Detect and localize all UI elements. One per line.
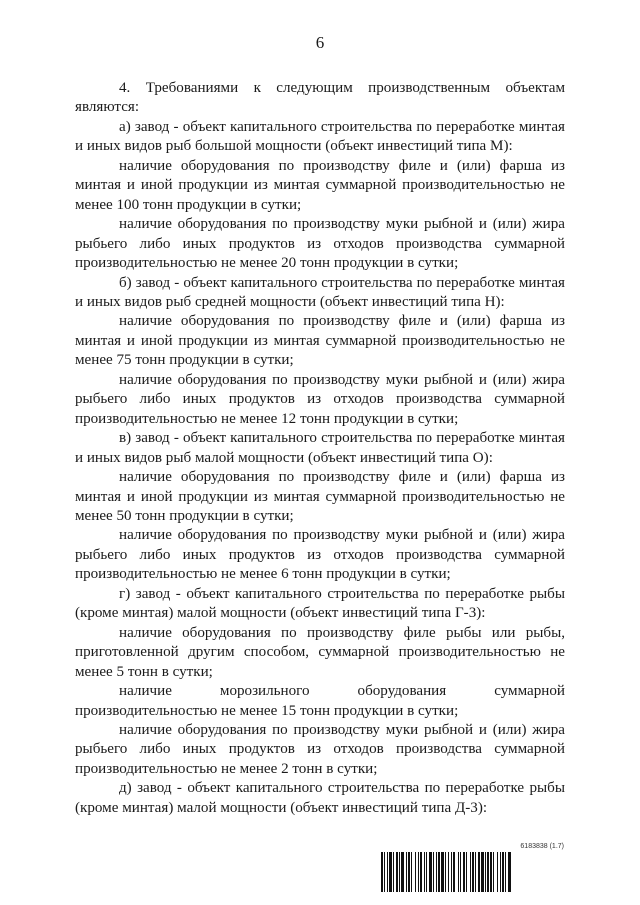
- paragraph-item-b-req-2: наличие оборудования по производству муки рыбной и (или) жира рыбьего либо иных продуктов из отходов производства суммарной производительностью не менее 12 тонн продукции в сутки;: [75, 371, 565, 427]
- paragraph-item-g: г) завод - объект капитального строительства по переработке рыбы (кроме минтая) малой мощности (объект инвестиций типа Г-3):: [75, 585, 565, 622]
- paragraph-item-v-req-1: наличие оборудования по производству филе и (или) фарша из минтая и иной продукции из минтая суммарной производительностью не менее 50 тонн продукции в сутки;: [75, 469, 565, 524]
- barcode: [380, 852, 566, 892]
- paragraph-item-g-req-1: наличие оборудования по производству филе рыбы или рыбы, приготовленной другим способом, суммарной производительностью не менее 5 тонн в сутки;: [75, 624, 565, 680]
- paragraph-item-v-req-2: наличие оборудования по производству муки рыбной и (или) жира рыбьего либо иных продуктов из отходов производства суммарной производительностью не менее 6 тонн продукции в сутки;: [75, 527, 565, 583]
- barcode-block: [380, 843, 566, 895]
- paragraph-item-v: в) завод - объект капитального строительства по переработке минтая и иных видов рыб малой мощности (объект инвестиций типа О):: [75, 430, 565, 466]
- document-body: [75, 79, 565, 818]
- paragraph-item-a-req-2: наличие оборудования по производству муки рыбной и (или) жира рыбьего либо иных продуктов из отходов производства суммарной производительностью не менее 20 тонн продукции в сутки;: [75, 216, 565, 272]
- paragraph-item-a: а) завод - объект капитального строительства по переработке минтая и иных видов рыб большой мощности (объект инвестиций типа М):: [75, 118, 565, 155]
- paragraph-item-g-req-2: наличие морозильного оборудования суммарной производительностью не менее 15 тонн продукции в сутки;: [75, 683, 565, 719]
- page-number: 6: [315, 33, 325, 52]
- paragraph-item-g-req-3: наличие оборудования по производству муки рыбной и (или) жира рыбьего либо иных продуктов из отходов производства суммарной производительностью не менее 2 тонн в сутки;: [75, 721, 565, 777]
- barcode-number: 6183838 (1.7): [520, 843, 564, 850]
- paragraph-item-b-req-1: наличие оборудования по производству филе и (или) фарша из минтая и иной продукции из минтая суммарной производительностью не менее 75 тонн продукции в сутки;: [75, 313, 565, 369]
- paragraph-item-d: д) завод - объект капитального строительства по переработке рыбы (кроме минтая) малой мощности (объект инвестиций типа Д-3):: [75, 780, 565, 816]
- paragraph-intro: 4. Требованиями к следующим производственным объектам являются:: [75, 80, 565, 116]
- paragraph-item-b: б) завод - объект капитального строительства по переработке минтая и иных видов рыб средней мощности (объект инвестиций типа Н):: [75, 274, 565, 310]
- paragraph-item-a-req-1: наличие оборудования по производству филе и (или) фарша из минтая и иной продукции из минтая суммарной производительностью не менее 100 тонн продукции в сутки;: [75, 157, 565, 213]
